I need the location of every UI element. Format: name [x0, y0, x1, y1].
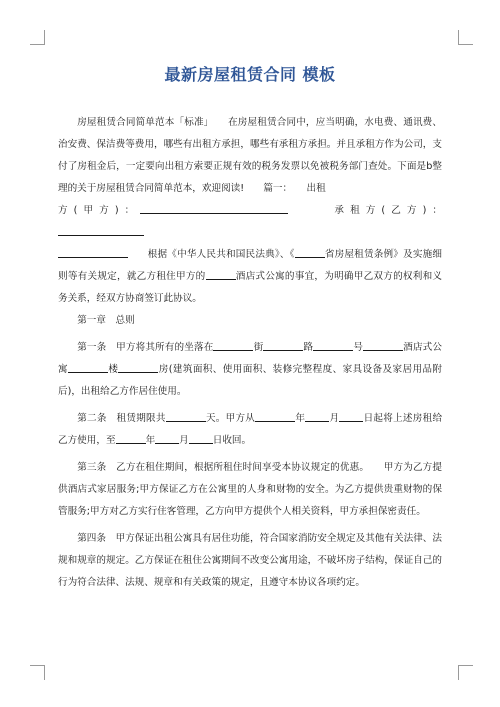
tenant-name-blank	[58, 245, 128, 258]
article-4: 第四条 甲方保证出租公寓具有居住功能，符合国家消防安全规定及其他有关法律、法规和规章的规定。乙方保证在租住公寓期间不改变公寓用途，不破坏房子结构，保证自己的行为符合法律、法规、规章和有关政策的规定，且遵守本协议各项约定。	[58, 533, 442, 588]
article-2: 第二条 租赁期限共 天。甲方从 年 月 日起将上述房租给乙方使用，至 年 月 日收回。	[58, 408, 442, 452]
basis-paragraph: 根据《中华人民共和国民法典》、《 省房屋租赁条例》及实施细则等有关规定，就乙方租住甲方的 酒店式公寓的事宜，为明确甲乙双方的权利和义务关系，经双方协商签订此协议。	[58, 244, 442, 310]
parties-line: 方(甲方)： 承租方(乙方)：	[58, 200, 442, 244]
article-3: 第三条 乙方在租住期间，根据所租住时间享受本协议规定的优惠。 甲方为乙方提供酒店式家居服务;甲方保证乙方在公寓里的人身和财物的安全。为乙方提供贵重财物的保管服务;甲方对乙方实行住客管理，乙方向甲方提供个人相关资料，甲方承担保密责任。	[58, 462, 443, 517]
intro-paragraph: 房屋租赁合同简单范本「标准」 在房屋租赁合同中，应当明确，水电费、通讯费、治安费、保洁费等费用，哪些有出租方承担，哪些有承租方承担。并且承租方作为公司，支付了房租金后，一定要向出租方索要正规有效的税务发票以免被税务部门查处。下面是b整理的关于房屋租赁合同简单范本，欢迎阅读! 篇一： 出租	[58, 117, 443, 194]
document-body	[58, 112, 442, 599]
landlord-blank	[140, 201, 288, 214]
chapter-1-heading: 第一章 总则	[77, 315, 135, 326]
article-1: 第一条 甲方将其所有的坐落在 街 路 号 酒店式公寓 楼 房(建筑面积、使用面积、装修完整程度、家具设备及家居用品附后)，出租给乙方作居住使用。	[58, 337, 442, 403]
crop-mark-bottom-right	[458, 665, 473, 680]
apartment-name-blank	[206, 267, 236, 280]
crop-mark-top-right	[458, 30, 473, 45]
crop-mark-top-left	[30, 30, 45, 45]
document-title: 最新房屋租赁合同 模板	[164, 65, 336, 84]
tenant-blank	[58, 223, 144, 236]
province-blank	[295, 245, 325, 258]
crop-mark-bottom-left	[30, 665, 45, 680]
